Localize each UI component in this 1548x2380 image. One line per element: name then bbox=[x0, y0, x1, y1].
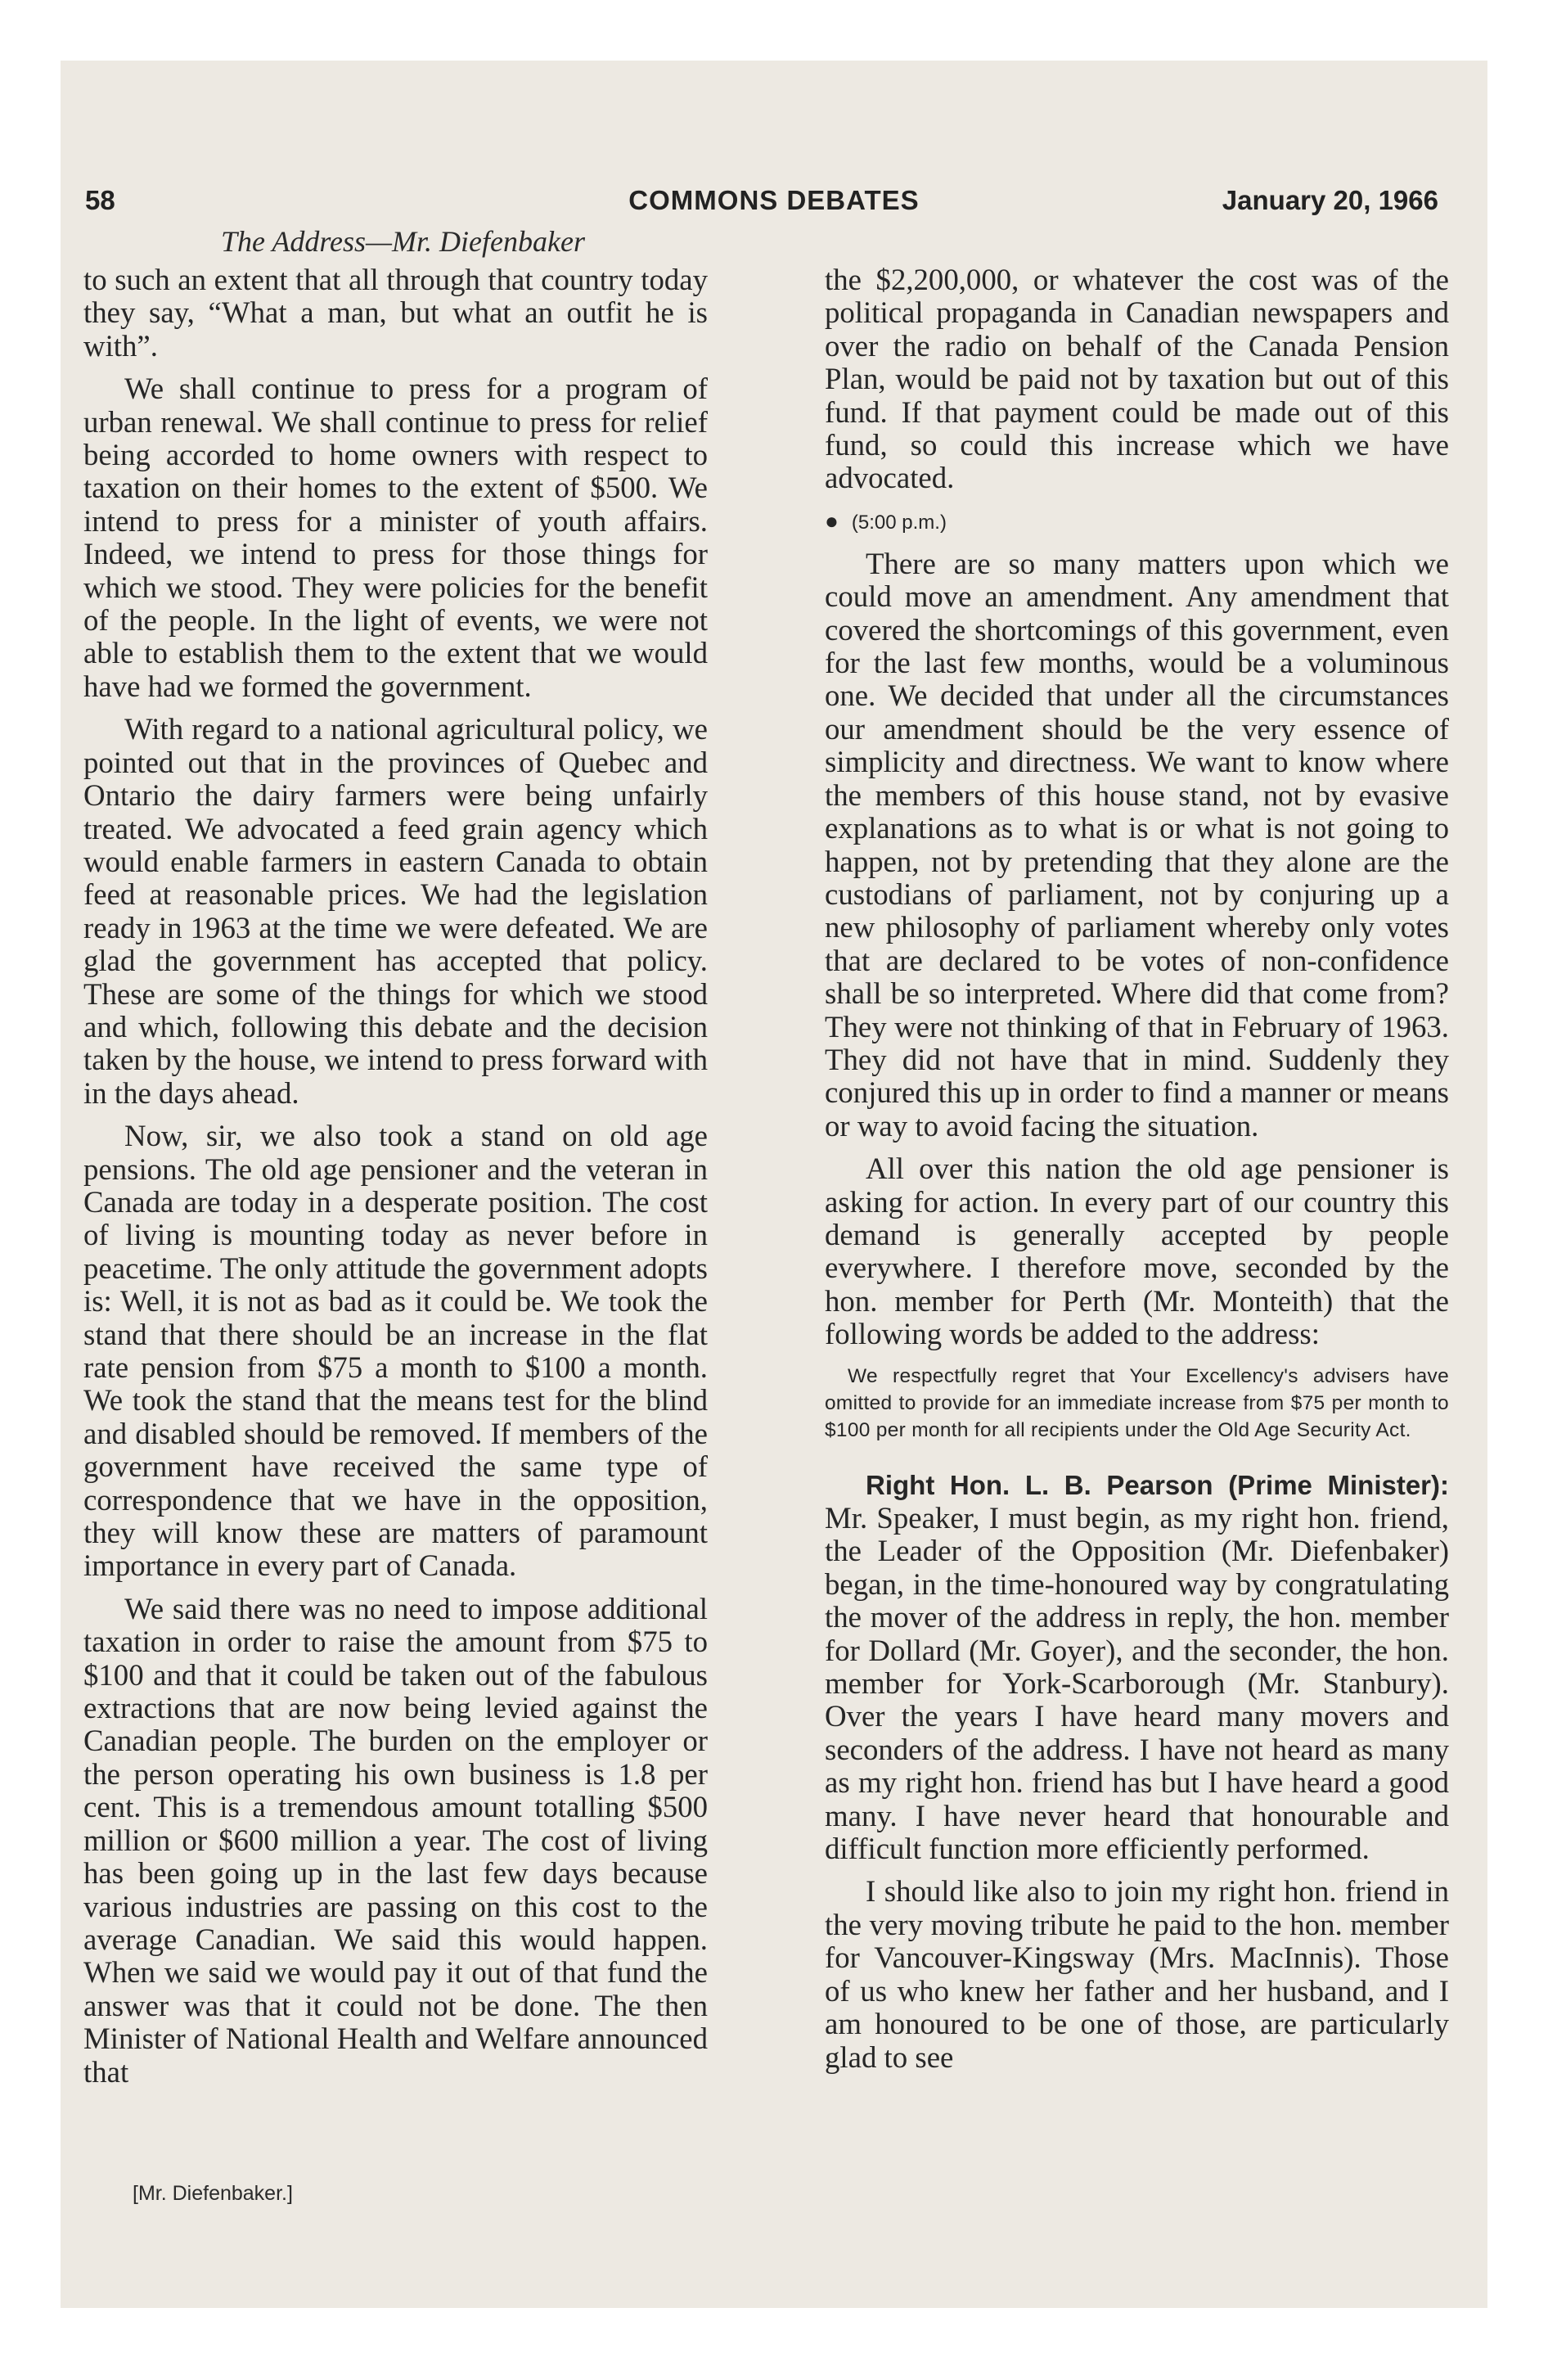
running-head: The Address—Mr. Diefenbaker bbox=[221, 225, 585, 258]
paragraph: With regard to a national agricultural policy, we pointed out that in the provinces of Quebec and Ontario the dairy farmers were being unfairly treated. We advocated a feed grain agency which would enable farmers in eastern Canada to obtain feed at reasonable prices. We had the legislation ready in 1963 at the time we were defeated. We are glad the government has accepted that policy. These are some of the things for which we stood and which, following this debate and the decision taken by the house, we intend to press forward with in the days ahead. bbox=[83, 712, 708, 1110]
page-scan bbox=[61, 61, 1487, 2308]
left-column bbox=[83, 264, 708, 2089]
right-column bbox=[825, 264, 1449, 2074]
motion-text: We respectfully regret that Your Excellency's advisers have omitted to provide for an immediate increase from $75 per month to $100 per month for all recipients under the Old Age Security Act. bbox=[825, 1364, 1449, 1441]
page-number: 58 bbox=[85, 185, 115, 215]
paragraph: to such an extent that all through that country today they say, “What a man, but what an outfit he is with”. bbox=[83, 263, 708, 363]
paragraph: Now, sir, we also took a stand on old age pensions. The old age pensioner and the veteran in Canada are today in a desperate position. The cost of living is mounting today as never before in peacetime. The only attitude the government adopts is: Well, it is not as bad as it could be. We took the stand that there should be an increase in the flat rate pension from $75 a month to $100 a month. We took the stand that the means test for the blind and disabled should be removed. If members of the government have received the same type of correspondence that we have in the opposition, they will know these are matters of paramount importance in every part of Canada. bbox=[83, 1119, 708, 1583]
speaker-name: Right Hon. L. B. Pearson (Prime Minister): bbox=[866, 1469, 1449, 1500]
paragraph: All over this nation the old age pensioner is asking for action. In every part of our country this demand is generally accepted by people everywhere. I therefore move, seconded by the hon. member for Perth (Mr. Monteith) that the following words be added to the address: bbox=[825, 1152, 1449, 1351]
bullet-icon: ● bbox=[825, 507, 839, 534]
issue-date: January 20, 1966 bbox=[1222, 185, 1438, 215]
time-stamp bbox=[825, 507, 1449, 538]
paragraph: We shall continue to press for a program of urban renewal. We shall continue to press for relief being accorded to home owners with respect to taxation on their homes to the extent of $500. We intend to press for a minister of youth affairs. Indeed, we intend to press for those things for which we stood. They were policies for the benefit of the people. In the light of events, we were not able to establish them to the extent that we would have had we formed the government. bbox=[83, 372, 708, 703]
journal-title: COMMONS DEBATES bbox=[628, 185, 920, 215]
paragraph: We said there was no need to impose additional taxation in order to raise the amount from $75 to $100 and that it could be taken out of the fabulous extractions that are now being levied against the Canadian people. The burden on the employer or the person operating his own business is 1.8 per cent. This is a tremendous amount totalling $500 million or $600 million a year. The cost of living has been going up in the last few days because various industries are passing on this cost to the average Canadian. We said this would happen. When we said we would pay it out of that fund the answer was that it could not be done. The then Minister of National Health and Welfare announced that bbox=[83, 1591, 708, 2089]
paragraph: I should like also to join my right hon. friend in the very moving tribute he paid to the hon. member for Vancouver-Kingsway (Mrs. MacInnis). Those of us who knew her father and her husband, and I am honoured to be one of those, are particularly glad to see bbox=[825, 1874, 1449, 2074]
time-stamp-text: (5:00 p.m.) bbox=[851, 511, 947, 534]
paragraph: There are so many matters upon which we could move an amendment. Any amendment that covered the shortcomings of this government, even for the last few months, would be a voluminous one. We decided that under all the circumstances our amendment should be the very essence of simplicity and directness. We want to know where the members of this house stand, not by evasive explanations as to what is or what is not going to happen, not by pretending that they alone are the custodians of parliament, not by conjuring up a new philosophy of parliament whereby only votes that are declared to be votes of non-confidence shall be so interpreted. Where did that come from? They were not thinking of that in February of 1963. They did not have that in mind. Suddenly they conjured this up in order to find a manner or means or way to avoid facing the situation. bbox=[825, 546, 1449, 1143]
paragraph: the $2,200,000, or whatever the cost was of the political propaganda in Canadian newspapers and over the radio on behalf of the Canada Pension Plan, would be paid not by taxation but out of this fund. If that payment could be made out of this fund, so could this increase which we have advocated. bbox=[825, 263, 1449, 495]
speaker-text: Mr. Speaker, I must begin, as my right hon. friend, the Leader of the Opposition (Mr. Diefenbaker) began, in the time-honoured way by congratulating the mover of the address in reply, the hon. member for Dollard (Mr. Goyer), and the seconder, the hon. member for York-Scarborough (Mr. Stanbury). Over the years I have heard many movers and seconders of the address. I have not heard as many as my right hon. friend has but I have heard a good many. I have never heard that honourable and difficult function more efficiently performed. bbox=[825, 1501, 1449, 1866]
speaker-paragraph bbox=[825, 1468, 1449, 1866]
footer-note: [Mr. Diefenbaker.] bbox=[133, 2182, 293, 2205]
